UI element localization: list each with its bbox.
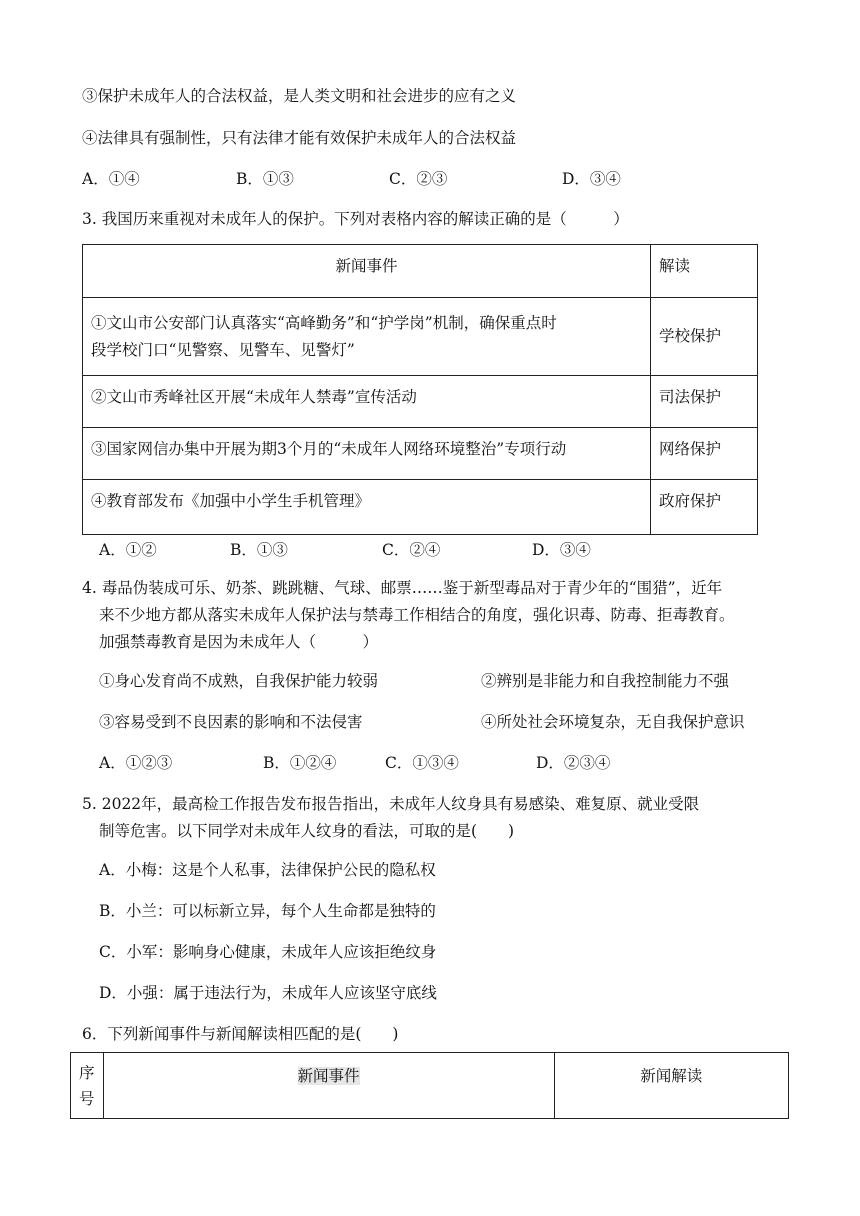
option-a[interactable]: A．①②③ [99, 754, 173, 772]
row-event [83, 298, 651, 376]
option-a[interactable]: A．①④ [82, 170, 140, 188]
option-b[interactable]: B．小兰：可以标新立异，每个人生命都是独特的 [99, 902, 436, 920]
option-d[interactable]: D．③④ [562, 170, 621, 188]
row-reading: 网络保护 [651, 428, 758, 480]
header-reading: 新闻解读 [554, 1053, 788, 1119]
table-row [83, 298, 758, 376]
statement-3: ③容易受到不良因素的影响和不法侵害 [99, 713, 363, 731]
statement-2: ②辨别是非能力和自我控制能力不强 [481, 672, 730, 690]
table-row [83, 428, 758, 480]
statement-4: ④所处社会环境复杂，无自我保护意识 [481, 713, 745, 731]
option-d[interactable]: D．小强：属于违法行为，未成年人应该坚守底线 [99, 984, 437, 1002]
row-event: ③国家网信办集中开展为期3个月的“未成年人网络环境整治”专项行动 [83, 428, 651, 480]
option-a[interactable]: A．①② [99, 541, 157, 559]
header-event: 新闻事件 [83, 245, 651, 298]
q3-table [82, 244, 758, 535]
q4-stem-line1: 4. 毒品伪装成可乐、奶茶、跳跳糖、气球、邮票……鉴于新型毒品对于青少年的“围猎”，近年 [82, 579, 723, 597]
option-b[interactable]: B．①③ [236, 170, 294, 188]
table-row [83, 376, 758, 428]
option-a[interactable]: A．小梅：这是个人私事，法律保护公民的隐私权 [99, 861, 436, 879]
table-row [83, 480, 758, 535]
q5-stem-line2: 制等危害。以下同学对未成年人纹身的看法，可取的是( ) [99, 822, 515, 840]
header-event [103, 1053, 554, 1119]
statement-1: ①身心发育尚不成熟，自我保护能力较弱 [99, 672, 379, 690]
row-reading: 司法保护 [651, 376, 758, 428]
row-reading: 政府保护 [651, 480, 758, 535]
q5-stem-line1: 5. 2022年，最高检工作报告发布报告指出，未成年人纹身具有易感染、难复原、就业受限 [82, 795, 700, 813]
row-event: ④教育部发布《加强中小学生手机管理》 [83, 480, 651, 535]
statement-3: ③保护未成年人的合法权益，是人类文明和社会进步的应有之义 [82, 87, 517, 105]
q3-stem: 3. 我国历来重视对未成年人的保护。下列对表格内容的解读正确的是（ ） [82, 210, 629, 228]
option-b[interactable]: B．①②④ [263, 754, 337, 772]
option-c[interactable]: C．②④ [382, 541, 441, 559]
table-header-row [71, 1053, 789, 1119]
option-c[interactable]: C．小军：影响身心健康，未成年人应该拒绝纹身 [99, 943, 437, 961]
row-reading: 学校保护 [651, 298, 758, 376]
q4-stem-line2: 来不少地方都从落实未成年人保护法与禁毒工作相结合的角度，强化识毒、防毒、拒毒教育。 [99, 606, 735, 624]
statement-4: ④法律具有强制性，只有法律才能有效保护未成年人的合法权益 [82, 129, 517, 147]
row-event-line: ①文山市公安部门认真落实“高峰勤务”和“护学岗”机制，确保重点时 [91, 313, 557, 332]
q6-table [70, 1052, 789, 1119]
option-d[interactable]: D．②③④ [536, 754, 611, 772]
q6-stem: 6．下列新闻事件与新闻解读相匹配的是( ) [82, 1025, 399, 1043]
row-event-line: 段学校门口“见警察、见警车、见警灯” [91, 340, 355, 359]
table-header-row [83, 245, 758, 298]
header-reading: 解读 [651, 245, 758, 298]
header-index: 序号 [71, 1053, 104, 1119]
option-b[interactable]: B．①③ [230, 541, 288, 559]
option-c[interactable]: C．①③④ [385, 754, 459, 772]
row-event: ②文山市秀峰社区开展“未成年人禁毒”宣传活动 [83, 376, 651, 428]
option-c[interactable]: C．②③ [389, 170, 448, 188]
header-event-label: 新闻事件 [297, 1067, 360, 1085]
q4-stem-line3: 加强禁毒教育是因为未成年人（ ） [99, 633, 379, 651]
option-d[interactable]: D．③④ [532, 541, 591, 559]
